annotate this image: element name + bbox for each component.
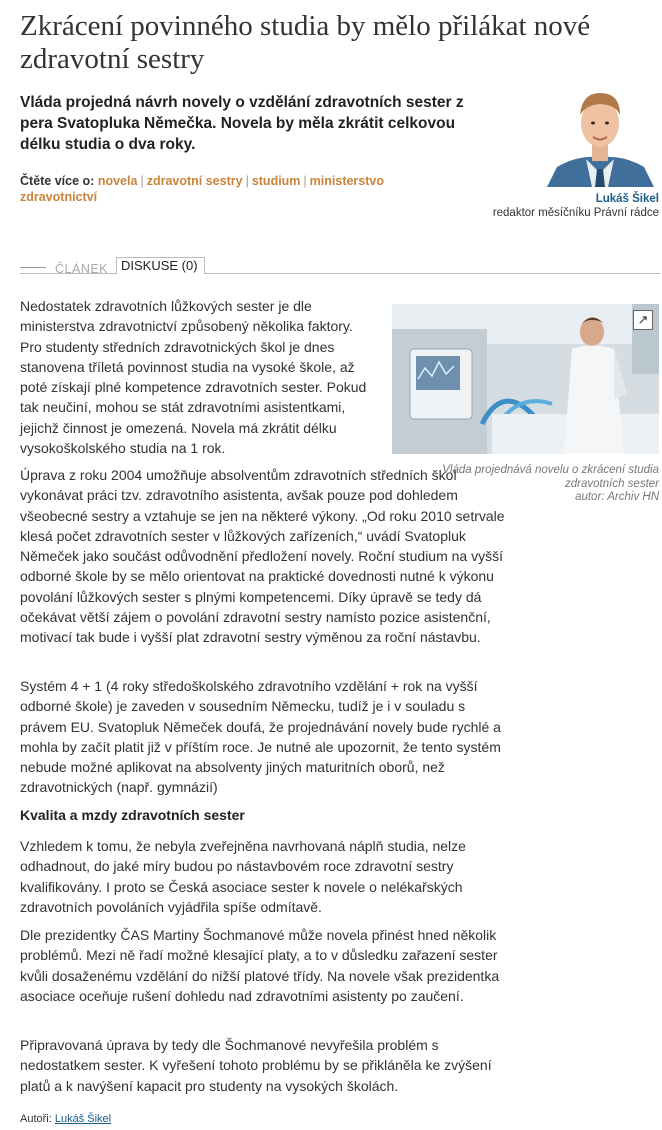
authors-label: Autoři: [20,1113,52,1125]
tag-link-studium[interactable]: studium [251,174,301,188]
article-image[interactable] [392,304,659,454]
image-credit: autor: Archiv HN [575,491,659,503]
article-paragraph-2-text: Úprava z roku 2004 umožňuje absolventům zdravotních středních škol vykonávat práci tzv. zdravotního asistenta, avšak pouze pod dohledem všeobecné sestry a vztahuje se jen na některé výkony. „Od roku 2010 setrvale klesá počet zdravotních sester v lůžkových zařízeních,“ uvádí Svatopluk Němeček jako součást odůvodnění předložení novely. Roční studium na vyšší odborné škole by se mělo orientovat na praktické dovednosti nutné k výkonu povolání lůžkových sester s plnými kompetencemi. Díky úpravě se tedy dá očekávat větší zájem o povolání zdravotní sestry namísto pozice asistenční, motivací tak bude i vyšší plat zdravotní sestry výměnou za roční nástavbu. [20,467,505,646]
article-subheading: Kvalita a mzdy zdravotních sester [20,807,245,823]
article-authors [20,1113,111,1125]
read-more-label: Čtěte více o: [20,174,95,188]
tab-article[interactable] [20,262,110,276]
article-paragraph-4: Vzhledem k tomu, že nebyla zveřejněna navrhovaná náplň studia, nelze odhadnout, do jaké míry budou po nástavbovém roce zdravotní sestry kvalifikovány. I proto se Česká asociace sester k novele o nelékařských zdravotních povoláních vyjádřila spíše odmítavě. [20,838,466,915]
article-paragraph-2 [20,465,510,648]
article-paragraph-1: Nedostatek zdravotních lůžkových sester je dle ministerstva zdravotnictví způsobený několika faktory. Pro studenty středních zdravotnických škol je dnes stanovena tříletá povinnost studia na vysoké škole, až poté získají plné kompetence zdravotních sester. Pokud tak neučiní, mohou se stát zdravotními asistentkami, jejichž činnost je omezená. Novela má zkrátit délku vysokoškolského studia na 1 rok. [20,298,367,457]
image-caption-text: Vláda projednává novelu o zkrácení studia zdravotních sester [442,464,659,490]
author-footer-link[interactable]: Lukáš Šikel [54,1113,112,1125]
tab-article-label: ČLÁNEK [55,262,109,276]
article-title: Zkrácení povinného studia by mělo přilákat nové zdravotní sestry [20,10,591,75]
expand-icon[interactable]: ↗ [633,310,653,330]
tag-link-novela[interactable]: novela [97,174,138,188]
author-avatar[interactable] [542,85,659,187]
article-paragraph-6: Připravovaná úprava by tedy dle Šochmanové nevyřešila problém s nedostatkem sester. K vyřešení tohoto problému by se přikláněla ke zvýšení platů a k navýšení kapacit pro studenty na vysokých školách. [20,1037,492,1094]
article-paragraph-3: Systém 4 + 1 (4 roky středoškolského zdravotního vzdělání + rok na vyšší odborné škole) je zaveden v sousedním Německu, tudíž je i v souladu s právem EU. Svatopluk Němeček doufá, že projednávání novely bude rychlé a mohla by začít platit již v příštím roce. Je nutné ale upozornit, že tento systém nebude možné aplikovat na absolventy jiných maturitních oborů, než zdravotnických (např. gymnázií) [20,678,501,796]
tag-link-ministerstvo-zdravotnictvi[interactable]: ministerstvo zdravotnictví [20,174,385,204]
article-perex: Vláda projedná návrh novely o vzdělání zdravotních sester z pera Svatopluka Němečka. Novela by měla zkrátit celkovou délku studia o dva roky. [20,94,464,153]
tab-article-marker [20,267,46,268]
tab-discussion[interactable]: DISKUSE (0) [116,257,205,274]
author-name-link[interactable]: Lukáš Šikel [595,193,659,205]
author-role: redaktor měsíčníku Právní rádce [492,207,659,219]
tag-link-zdravotni-sestry[interactable]: zdravotní sestry [146,174,243,188]
read-more-tags: Čtěte více o: novela | zdravotní sestry | studium | ministerstvo zdravotnictví [20,174,385,204]
article-paragraph-5: Dle prezidentky ČAS Martiny Šochmanové může novela přinést hned několik problémů. Mezi ně řadí možné klesající platy, a to v důsledku zařazení sester kvůli dosaženému vzdělání do nižší platové třídy. Na novele však prezidentka asociace oceňuje rušení dohledu nad zdravotními asistenty po zaučení. [20,927,500,1004]
